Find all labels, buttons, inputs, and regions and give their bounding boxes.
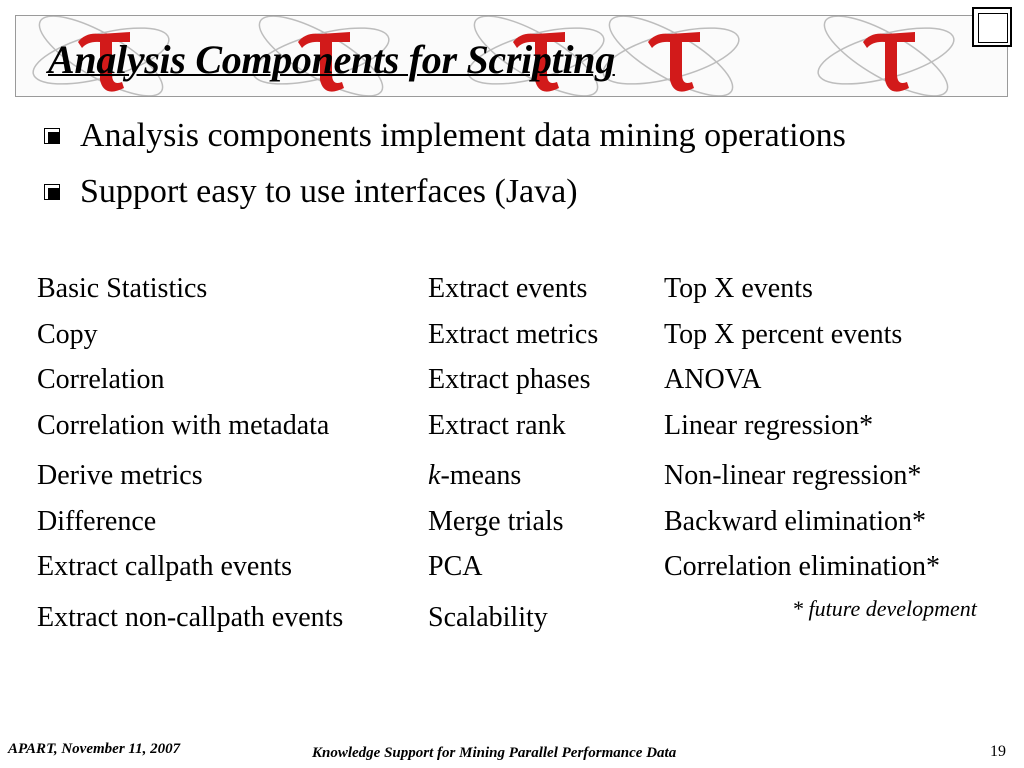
component-column-2 — [428, 266, 598, 640]
page-number: 19 — [990, 743, 1006, 760]
component-item: Extract metrics — [428, 318, 599, 350]
component-item: Non-linear regression* — [664, 460, 922, 491]
component-item: Correlation — [37, 364, 165, 395]
slide-title: Analysis Components for Scripting — [48, 37, 615, 82]
component-item: Difference — [37, 505, 157, 537]
bullet-list — [40, 108, 846, 220]
component-column-3 — [664, 266, 940, 590]
component-item-kmeans — [428, 453, 598, 499]
bullet-text: Support easy to use interfaces (Java) — [80, 173, 578, 210]
component-item: Extract phases — [428, 364, 591, 395]
component-item: Correlation elimination* — [664, 551, 941, 582]
footer-talk-title: Knowledge Support for Mining Parallel Performance Data — [312, 745, 677, 761]
corner-box-icon — [972, 7, 1012, 47]
component-item: Extract rank — [428, 409, 566, 441]
component-column-1 — [37, 266, 343, 640]
checkbox-bullet-icon — [44, 184, 60, 200]
bullet-text: Analysis components implement data mining operations — [80, 117, 846, 154]
component-item: Extract non-callpath events — [37, 601, 344, 633]
kmeans-suffix: -means — [440, 460, 522, 491]
bullet-item — [40, 164, 846, 220]
future-development-note: * future development — [792, 596, 977, 621]
component-item: Top X percent events — [664, 318, 903, 350]
component-item: Top X events — [664, 273, 813, 304]
component-item: Extract callpath events — [37, 551, 292, 582]
component-item: PCA — [428, 551, 483, 582]
component-item: Linear regression* — [664, 409, 874, 441]
component-item: Copy — [37, 318, 98, 350]
kmeans-italic-k: k — [428, 460, 441, 491]
component-item: ANOVA — [664, 364, 762, 395]
component-item: Extract events — [428, 273, 588, 304]
component-item: Derive metrics — [37, 460, 203, 491]
component-item: Basic Statistics — [37, 273, 208, 304]
component-item: Merge trials — [428, 505, 564, 537]
checkbox-bullet-icon — [44, 128, 60, 144]
footer-event-date: APART, November 11, 2007 — [8, 741, 181, 757]
component-item: Backward elimination* — [664, 505, 927, 537]
bullet-item — [40, 108, 846, 164]
component-item: Correlation with metadata — [37, 409, 330, 441]
component-item: Scalability — [428, 601, 548, 633]
